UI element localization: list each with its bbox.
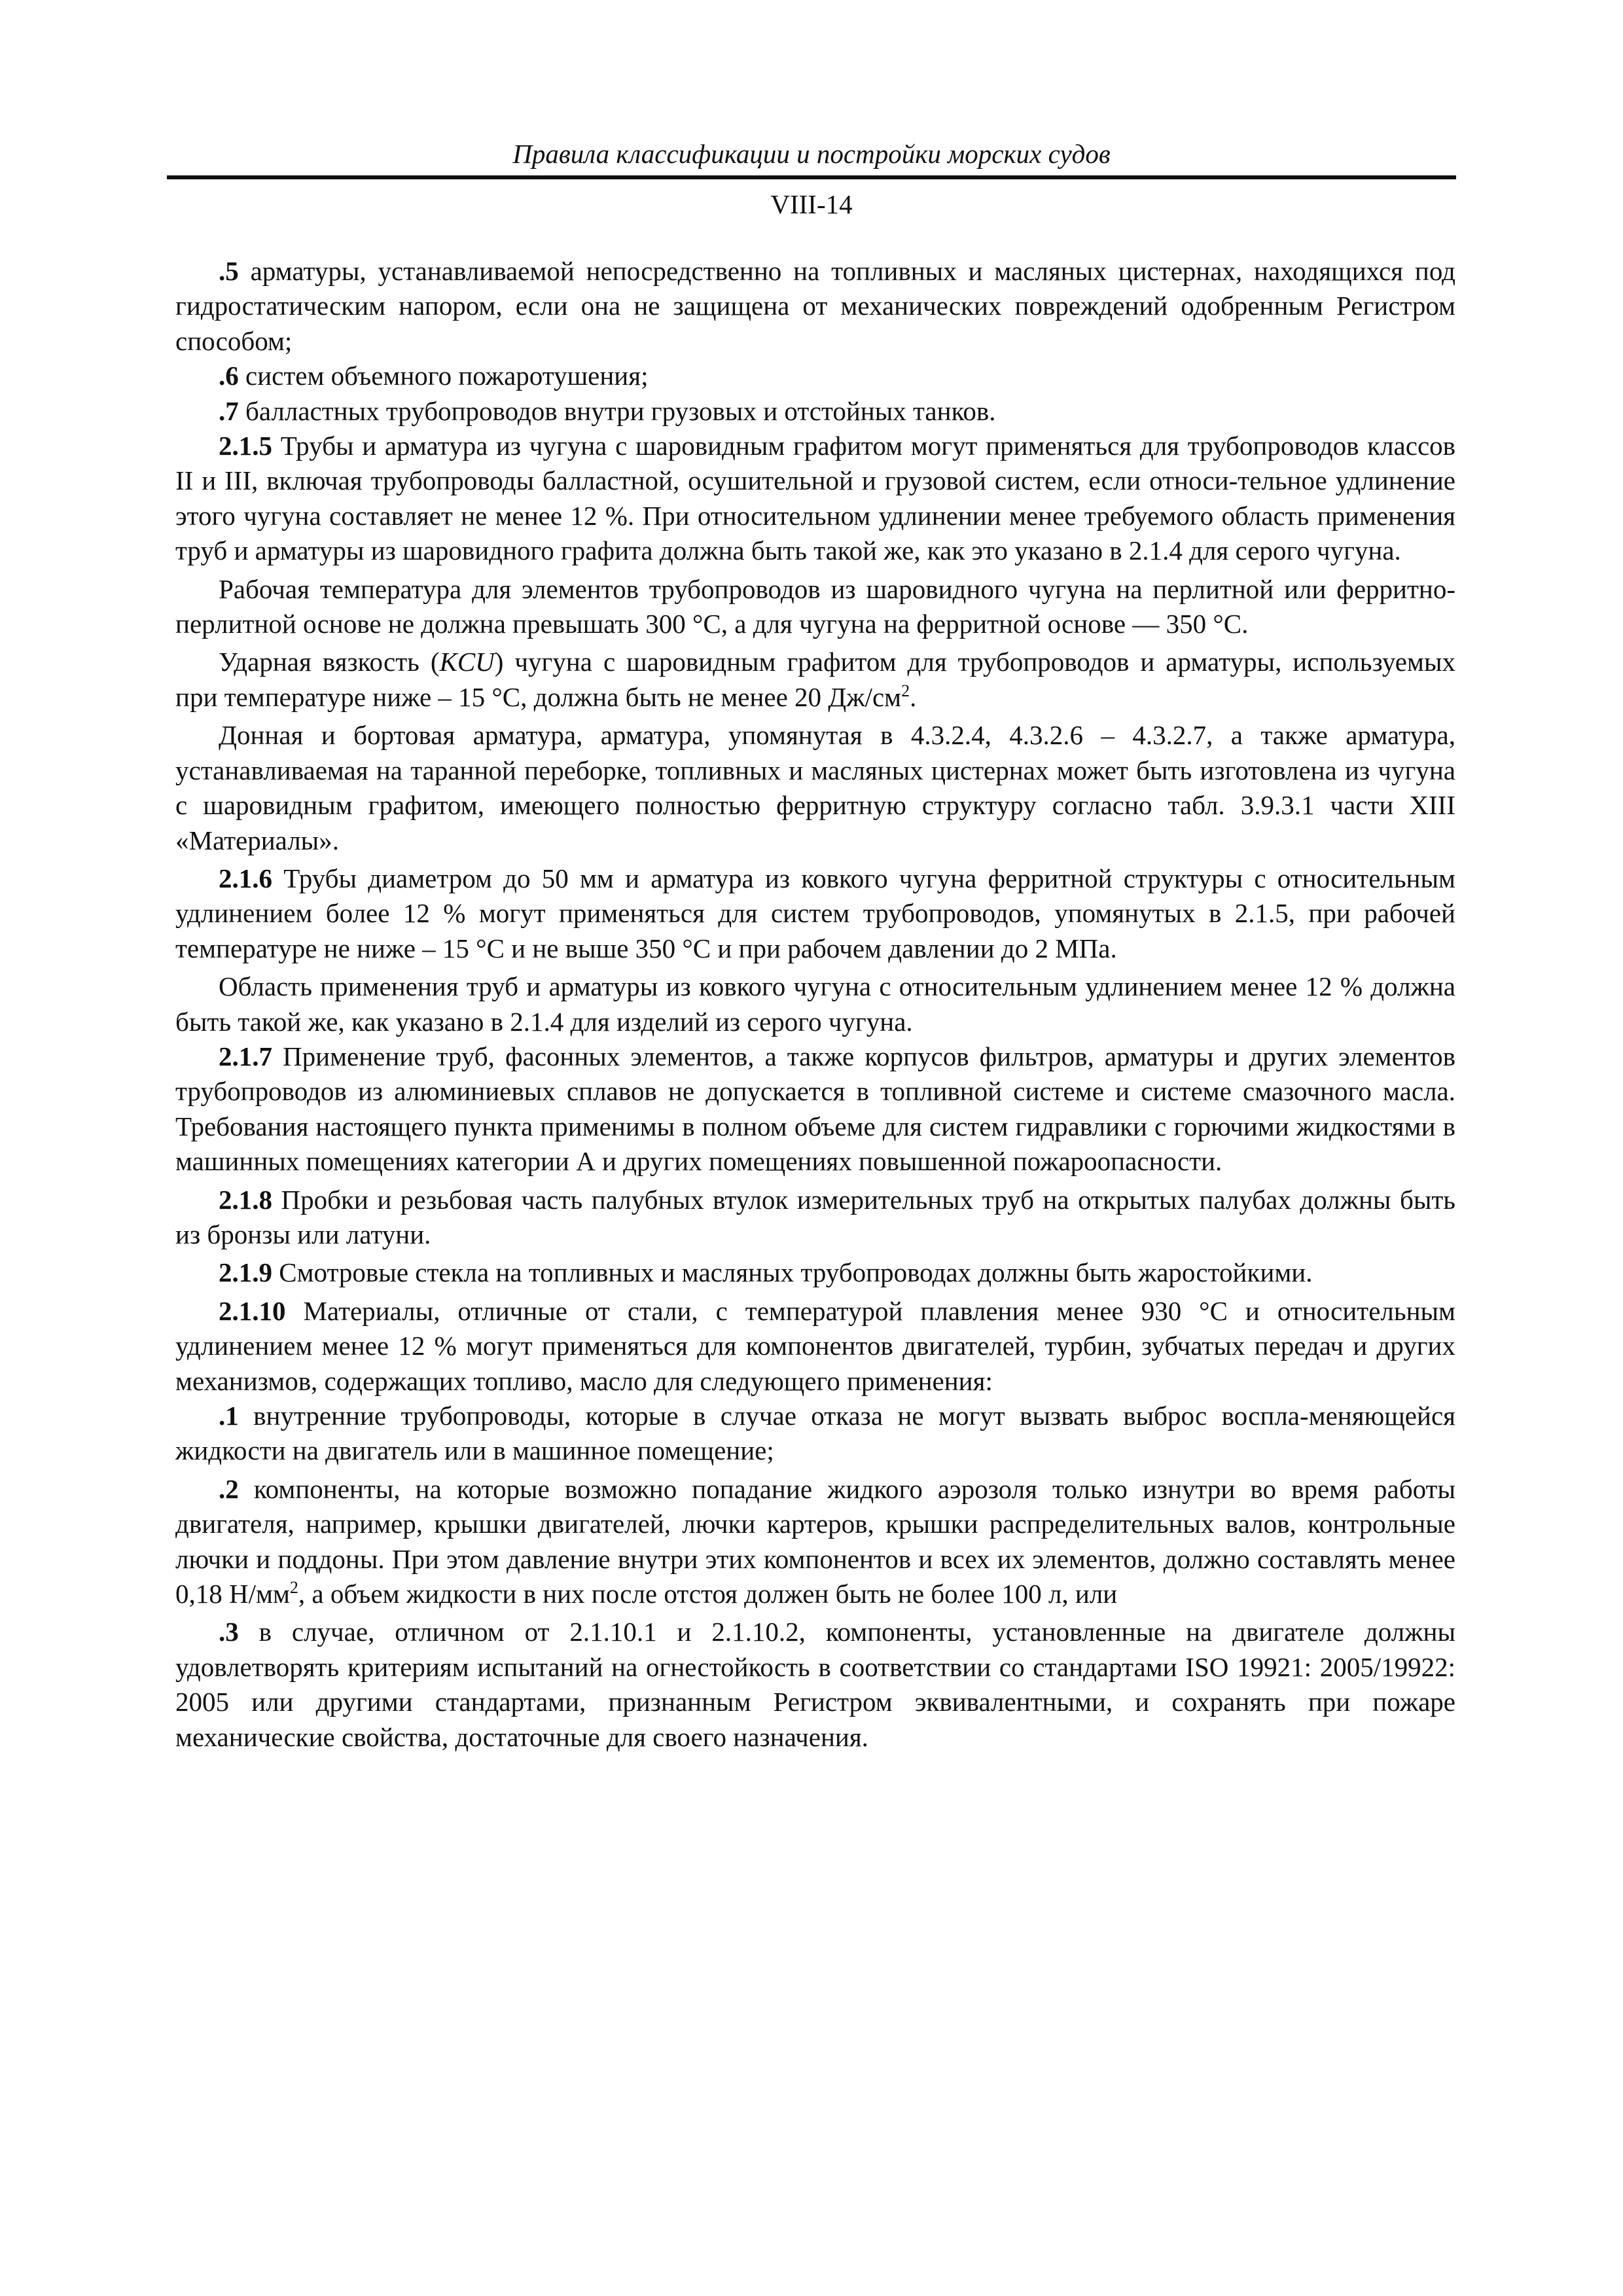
paragraph-text: в случае, отличном от 2.1.10.1 и 2.1.10.2, компоненты, установленные на двигателе должны удовлетворять критериям испытаний на огнестойкость в соответствии со стандартами ISO 19921: 2005/19922: 2005 или другими стандартами, признанным Регистром эквивалентными, и сохранять при пожаре механические свойства, достаточные для своего назначения. [175, 1617, 1455, 1752]
item-number: 2.1.8 [219, 1184, 272, 1215]
paragraph-text: Область применения труб и арматуры из ковкого чугуна с относительным удлинением менее 12 % должна быть такой же, как указано в 2.1.4 для изделий из серого чугуна. [175, 971, 1455, 1037]
paragraph-2-1-10 [175, 1294, 1455, 1399]
paragraph-text-pre: Ударная вязкость ( [219, 647, 440, 677]
item-number: .6 [219, 361, 239, 391]
paragraph-text: арматуры, устанавливаемой непосредственно на топливных и масляных цистернах, находящихся под гидростатическим напором, если она не защищена от механических повреждений одобренным Регистром способом; [175, 256, 1455, 356]
paragraph-text-pre: компоненты, на которые возможно попадание жидкого аэрозоля только изнутри во время работы двигателя, например, крышки двигателей, лючки картеров, крышки распределительных валов, контрольные лючки и поддоны. При этом давление внутри этих компонентов и всех их элементов, должно составлять менее 0,18 Н/мм [175, 1473, 1455, 1609]
paragraph-text: Смотровые стекла на топливных и масляных трубопроводах должны быть жаростойкими. [272, 1257, 1313, 1288]
paragraph-text: Донная и бортовая арматура, арматура, упомянутая в 4.3.2.4, 4.3.2.6 – 4.3.2.7, а также арматура, устанавливаемая на таранной переборке, топливных и масляных цистернах может быть изготовлена из чугуна с шаровидным графитом, имеющего полностью ферритную структуру согласно табл. 3.9.3.1 части XIII «Материалы». [175, 720, 1455, 855]
paragraph-text: систем объемного пожаротушения; [238, 361, 649, 391]
running-header: Правила классификации и постройки морских судов [512, 139, 1111, 169]
kcu-symbol: KCU [439, 647, 495, 677]
superscript: 2 [901, 681, 910, 700]
item-number: .1 [219, 1401, 239, 1431]
paragraph-6 [175, 359, 1455, 393]
document-body [175, 254, 1455, 1755]
paragraph-text: Трубы диаметром до 50 мм и арматура из ковкого чугуна ферритной структуры с относительным удлинением более 12 % могут применяться для систем трубопроводов, упомянутых в 2.1.5, при рабочей температуре не ниже – 15 °С и не выше 350 °С и при рабочем давлении до 2 МПа. [175, 863, 1455, 963]
paragraph-text: балластных трубопроводов внутри грузовых и отстойных танков. [238, 395, 996, 426]
paragraph-text-post: ) чугуна с шаровидным графитом для трубопроводов и арматуры, используемых при температуре ниже – 15 °С, должна быть не менее 20 Дж/см [175, 647, 1455, 712]
paragraph-2-1-7 [175, 1039, 1455, 1179]
item-number: 2.1.6 [219, 863, 272, 893]
superscript: 2 [289, 1578, 298, 1598]
paragraph-2-1-10-2 [175, 1472, 1455, 1612]
item-number: .5 [219, 256, 239, 286]
paragraph-malleable-scope [175, 969, 1455, 1039]
paragraph-text-tail: . [910, 681, 917, 712]
page-number: VIII-14 [770, 189, 853, 219]
paragraph-text: Применение труб, фасонных элементов, а также корпусов фильтров, арматуры и других элементов трубопроводов из алюминиевых сплавов не допускается в топливной системе и системе смазочного масла. Требования настоящего пункта применимы в полном объеме для систем гидравлики с горючими жидкостями в машинных помещениях категории А и других помещениях повышенной пожароопасности. [175, 1041, 1455, 1177]
item-number: .3 [219, 1617, 239, 1647]
paragraph-2-1-10-1 [175, 1399, 1455, 1469]
item-number: .7 [219, 395, 239, 426]
paragraph-text: Материалы, отличные от стали, с температурой плавления менее 930 °С и относительным удлинением менее 12 % могут применяться для компонентов двигателей, турбин, зубчатых передач и других механизмов, содержащих топливо, масло для следующего применения: [175, 1295, 1455, 1396]
item-number: 2.1.9 [219, 1257, 272, 1288]
paragraph-7 [175, 394, 1455, 429]
paragraph-text: Трубы и арматура из чугуна с шаровидным графитом могут применяться для трубопроводов классов II и III, включая трубопроводы балластной, осушительной и грузовой систем, если относи-тельное удлинение этого чугуна составляет не менее 12 %. При относительном удлинении менее требуемого область применения труб и арматуры из шаровидного графита должна быть такой же, как это указано в 2.1.4 для серого чугуна. [175, 431, 1455, 566]
header-rule [167, 175, 1456, 179]
paragraph-impact-toughness [175, 645, 1455, 715]
paragraph-2-1-9 [175, 1255, 1455, 1290]
paragraph-5 [175, 254, 1455, 359]
paragraph-text: Рабочая температура для элементов трубопроводов из шаровидного чугуна на перлитной или ферритно-перлитной основе не должна превышать 300 °С, а для чугуна на ферритной основе — 350 °С. [175, 573, 1455, 639]
paragraph-2-1-10-3 [175, 1615, 1455, 1755]
paragraph-2-1-5 [175, 429, 1455, 569]
item-number: 2.1.10 [219, 1295, 286, 1326]
paragraph-text-tail: , а объем жидкости в них после отстоя должен быть не более 100 л, или [298, 1579, 1118, 1609]
paragraph-working-temperature [175, 572, 1455, 642]
paragraph-2-1-8 [175, 1183, 1455, 1253]
item-number: 2.1.7 [219, 1041, 272, 1071]
paragraph-bottom-fittings [175, 718, 1455, 858]
paragraph-text: внутренние трубопроводы, которые в случае отказа не могут вызвать выброс воспла-меняющейся жидкости на двигатель или в машинное помещение; [175, 1401, 1455, 1466]
item-number: .2 [219, 1473, 239, 1504]
paragraph-text: Пробки и резьбовая часть палубных втулок измерительных труб на открытых палубах должны быть из бронзы или латуни. [175, 1184, 1455, 1249]
paragraph-2-1-6 [175, 861, 1455, 966]
item-number: 2.1.5 [219, 431, 272, 461]
